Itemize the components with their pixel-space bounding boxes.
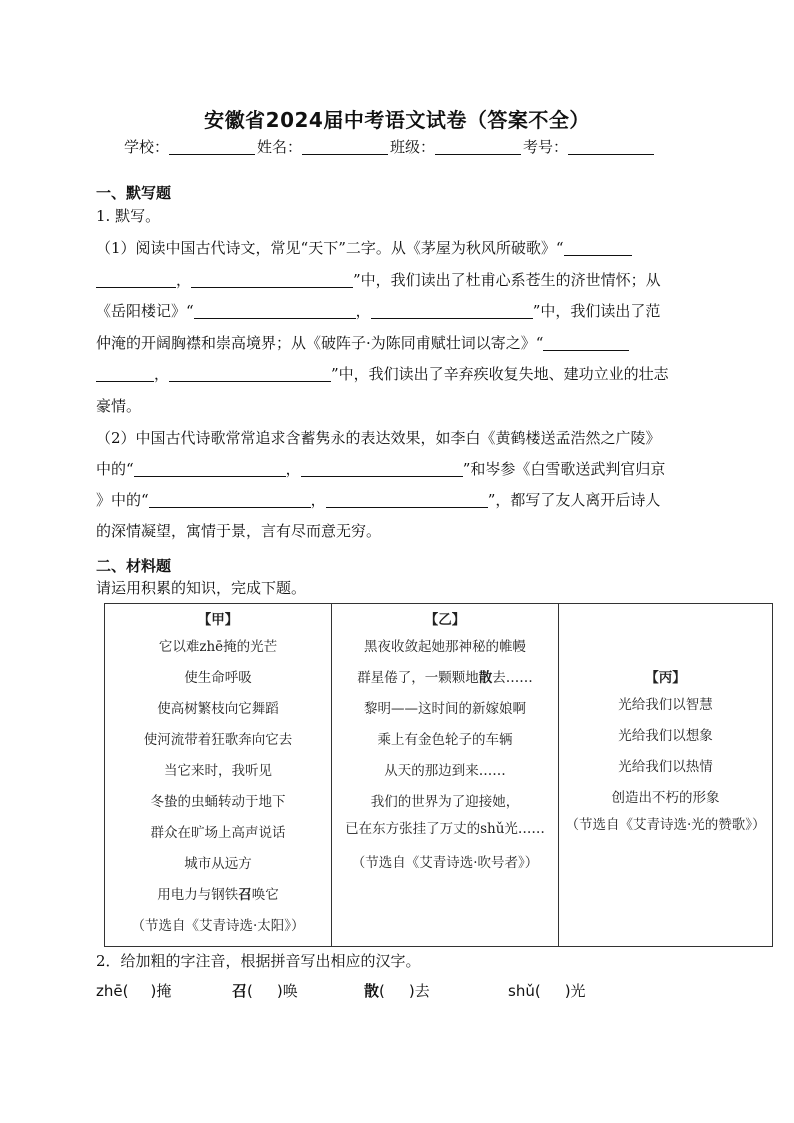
answer-blank[interactable] — [301, 460, 463, 477]
poem-line: 光给我们以智慧 — [618, 697, 713, 713]
answer-blank[interactable] — [149, 491, 311, 508]
answer-blank[interactable] — [564, 239, 632, 256]
poem-yi-cell — [332, 604, 559, 947]
name-label: 姓名： — [257, 138, 303, 156]
q1-part2-line1: （2）中国古代诗歌常常追求含蓄隽永的表达效果，如李白《黄鹤楼送孟浩然之广陵》 — [96, 429, 661, 447]
q1-part1-line6: 豪情。 — [96, 397, 142, 415]
poem-line: 当它来时，我听见 — [164, 763, 272, 779]
poem-line: 黑夜收敛起她那神秘的帷幔 — [364, 639, 526, 655]
exam-title: 安徽省2024届中考语文试卷（答案不全） — [204, 108, 590, 132]
poem-line: 冬蛰的虫蛹转动于地下 — [150, 794, 286, 810]
q1-part1-line5: ， ”中，我们读出了辛弃疾收复失地、建功立业的壮志 — [96, 364, 706, 384]
answer-blank[interactable] — [96, 271, 176, 288]
section-heading-dictation: 一、默写题 — [96, 184, 172, 202]
poem-line: 从天的那边到来…… — [384, 763, 506, 779]
bold-char: 召 — [238, 887, 252, 903]
pinyin-item: 召( )唤 — [232, 982, 298, 1000]
poem-line: 黎明——这时间的新嫁娘啊 — [364, 701, 526, 717]
poem-bing-head: 【丙】 — [645, 670, 686, 686]
q1-part1-line3: 《岳阳楼记》“ ， ”中，我们读出了范 — [96, 302, 661, 320]
material-intro: 请运用积累的知识，完成下题。 — [96, 579, 307, 597]
class-blank[interactable] — [435, 140, 521, 155]
poem-line: 群众在旷场上高声说话 — [150, 825, 286, 841]
pinyin-item: shǔ( )光 — [508, 982, 586, 1000]
poem-line: 群星倦了，一颗颗地散去…… — [357, 670, 533, 686]
answer-blank[interactable] — [134, 460, 286, 477]
exam-no-label: 考号： — [523, 138, 569, 156]
poem-line: 城市从远方 — [184, 856, 252, 872]
answer-blank[interactable] — [191, 271, 353, 288]
section-heading-material: 二、材料题 — [96, 557, 172, 575]
poem-line: 光给我们以热情 — [618, 759, 713, 775]
school-blank[interactable] — [169, 140, 255, 155]
answer-blank[interactable] — [326, 491, 488, 508]
q1-part1-line4: 仲淹的开阔胸襟和崇高境界；从《破阵子·为陈同甫赋壮词以寄之》“ — [96, 333, 706, 353]
q1-part2-line2: 中的“ ， ”和岑参《白雪歌送武判官归京 — [96, 460, 666, 478]
poem-source: （节选自《艾青诗选·吹号者》） — [351, 855, 539, 871]
answer-blank[interactable] — [96, 365, 154, 382]
poem-line: 我们的世界为了迎接她， — [370, 794, 520, 810]
poem-source: （节选自《艾青诗选·太阳》） — [131, 918, 305, 934]
q1-part1-line2: ， ”中，我们读出了杜甫心系苍生的济世情怀；从 — [96, 270, 706, 290]
school-label: 学校： — [124, 138, 170, 156]
poem-line: 光给我们以想象 — [618, 728, 713, 744]
q1-part1-line1: （1）阅读中国古代诗文，常见“天下”二字。从《茅屋为秋风所破歌》“ — [96, 238, 706, 258]
pinyin-answer-row — [96, 980, 586, 1001]
q1-part2-line4: 的深情凝望，寓情于景，言有尽而意无穷。 — [96, 522, 382, 540]
poem-line: 使河流带着狂歌奔向它去 — [143, 732, 293, 748]
exam-no-blank[interactable] — [568, 140, 654, 155]
pinyin-item: 散( )去 — [364, 982, 430, 1000]
poem-line: 它以难zhē掩的光芒 — [158, 639, 278, 655]
student-info-row — [124, 136, 656, 157]
answer-blank[interactable] — [543, 334, 629, 351]
answer-blank[interactable] — [371, 302, 533, 319]
question-2-label: 2．给加粗的字注音，根据拼音写出相应的汉字。 — [96, 952, 421, 970]
poem-line: 使生命呼吸 — [184, 670, 252, 686]
poem-bing-cell — [559, 604, 773, 947]
poem-line: 用电力与钢铁召唤它 — [157, 887, 279, 903]
answer-blank[interactable] — [194, 302, 356, 319]
poem-line: 创造出不朽的形象 — [611, 790, 720, 806]
bold-char: 散 — [478, 670, 493, 686]
answer-blank[interactable] — [169, 365, 331, 382]
poem-line: 使高树繁枝向它舞蹈 — [157, 701, 279, 717]
name-blank[interactable] — [302, 140, 388, 155]
question-1-label: 1. 默写。 — [96, 207, 161, 225]
poem-jia-head: 【甲】 — [197, 612, 239, 628]
poem-jia-cell — [105, 604, 332, 947]
poem-yi-head: 【乙】 — [424, 612, 466, 628]
material-table — [104, 603, 773, 947]
poem-line: 已在东方张挂了万丈的shǔ光…… — [345, 821, 545, 837]
class-label: 班级： — [390, 138, 436, 156]
poem-source: （节选自《艾青诗选·光的赞歌》） — [565, 817, 766, 833]
pinyin-item: zhē( )掩 — [96, 982, 172, 1000]
q1-part2-line3: 》中的“ ， ”，都写了友人离开后诗人 — [96, 491, 661, 509]
poem-line: 乘上有金色轮子的车辆 — [377, 732, 513, 748]
